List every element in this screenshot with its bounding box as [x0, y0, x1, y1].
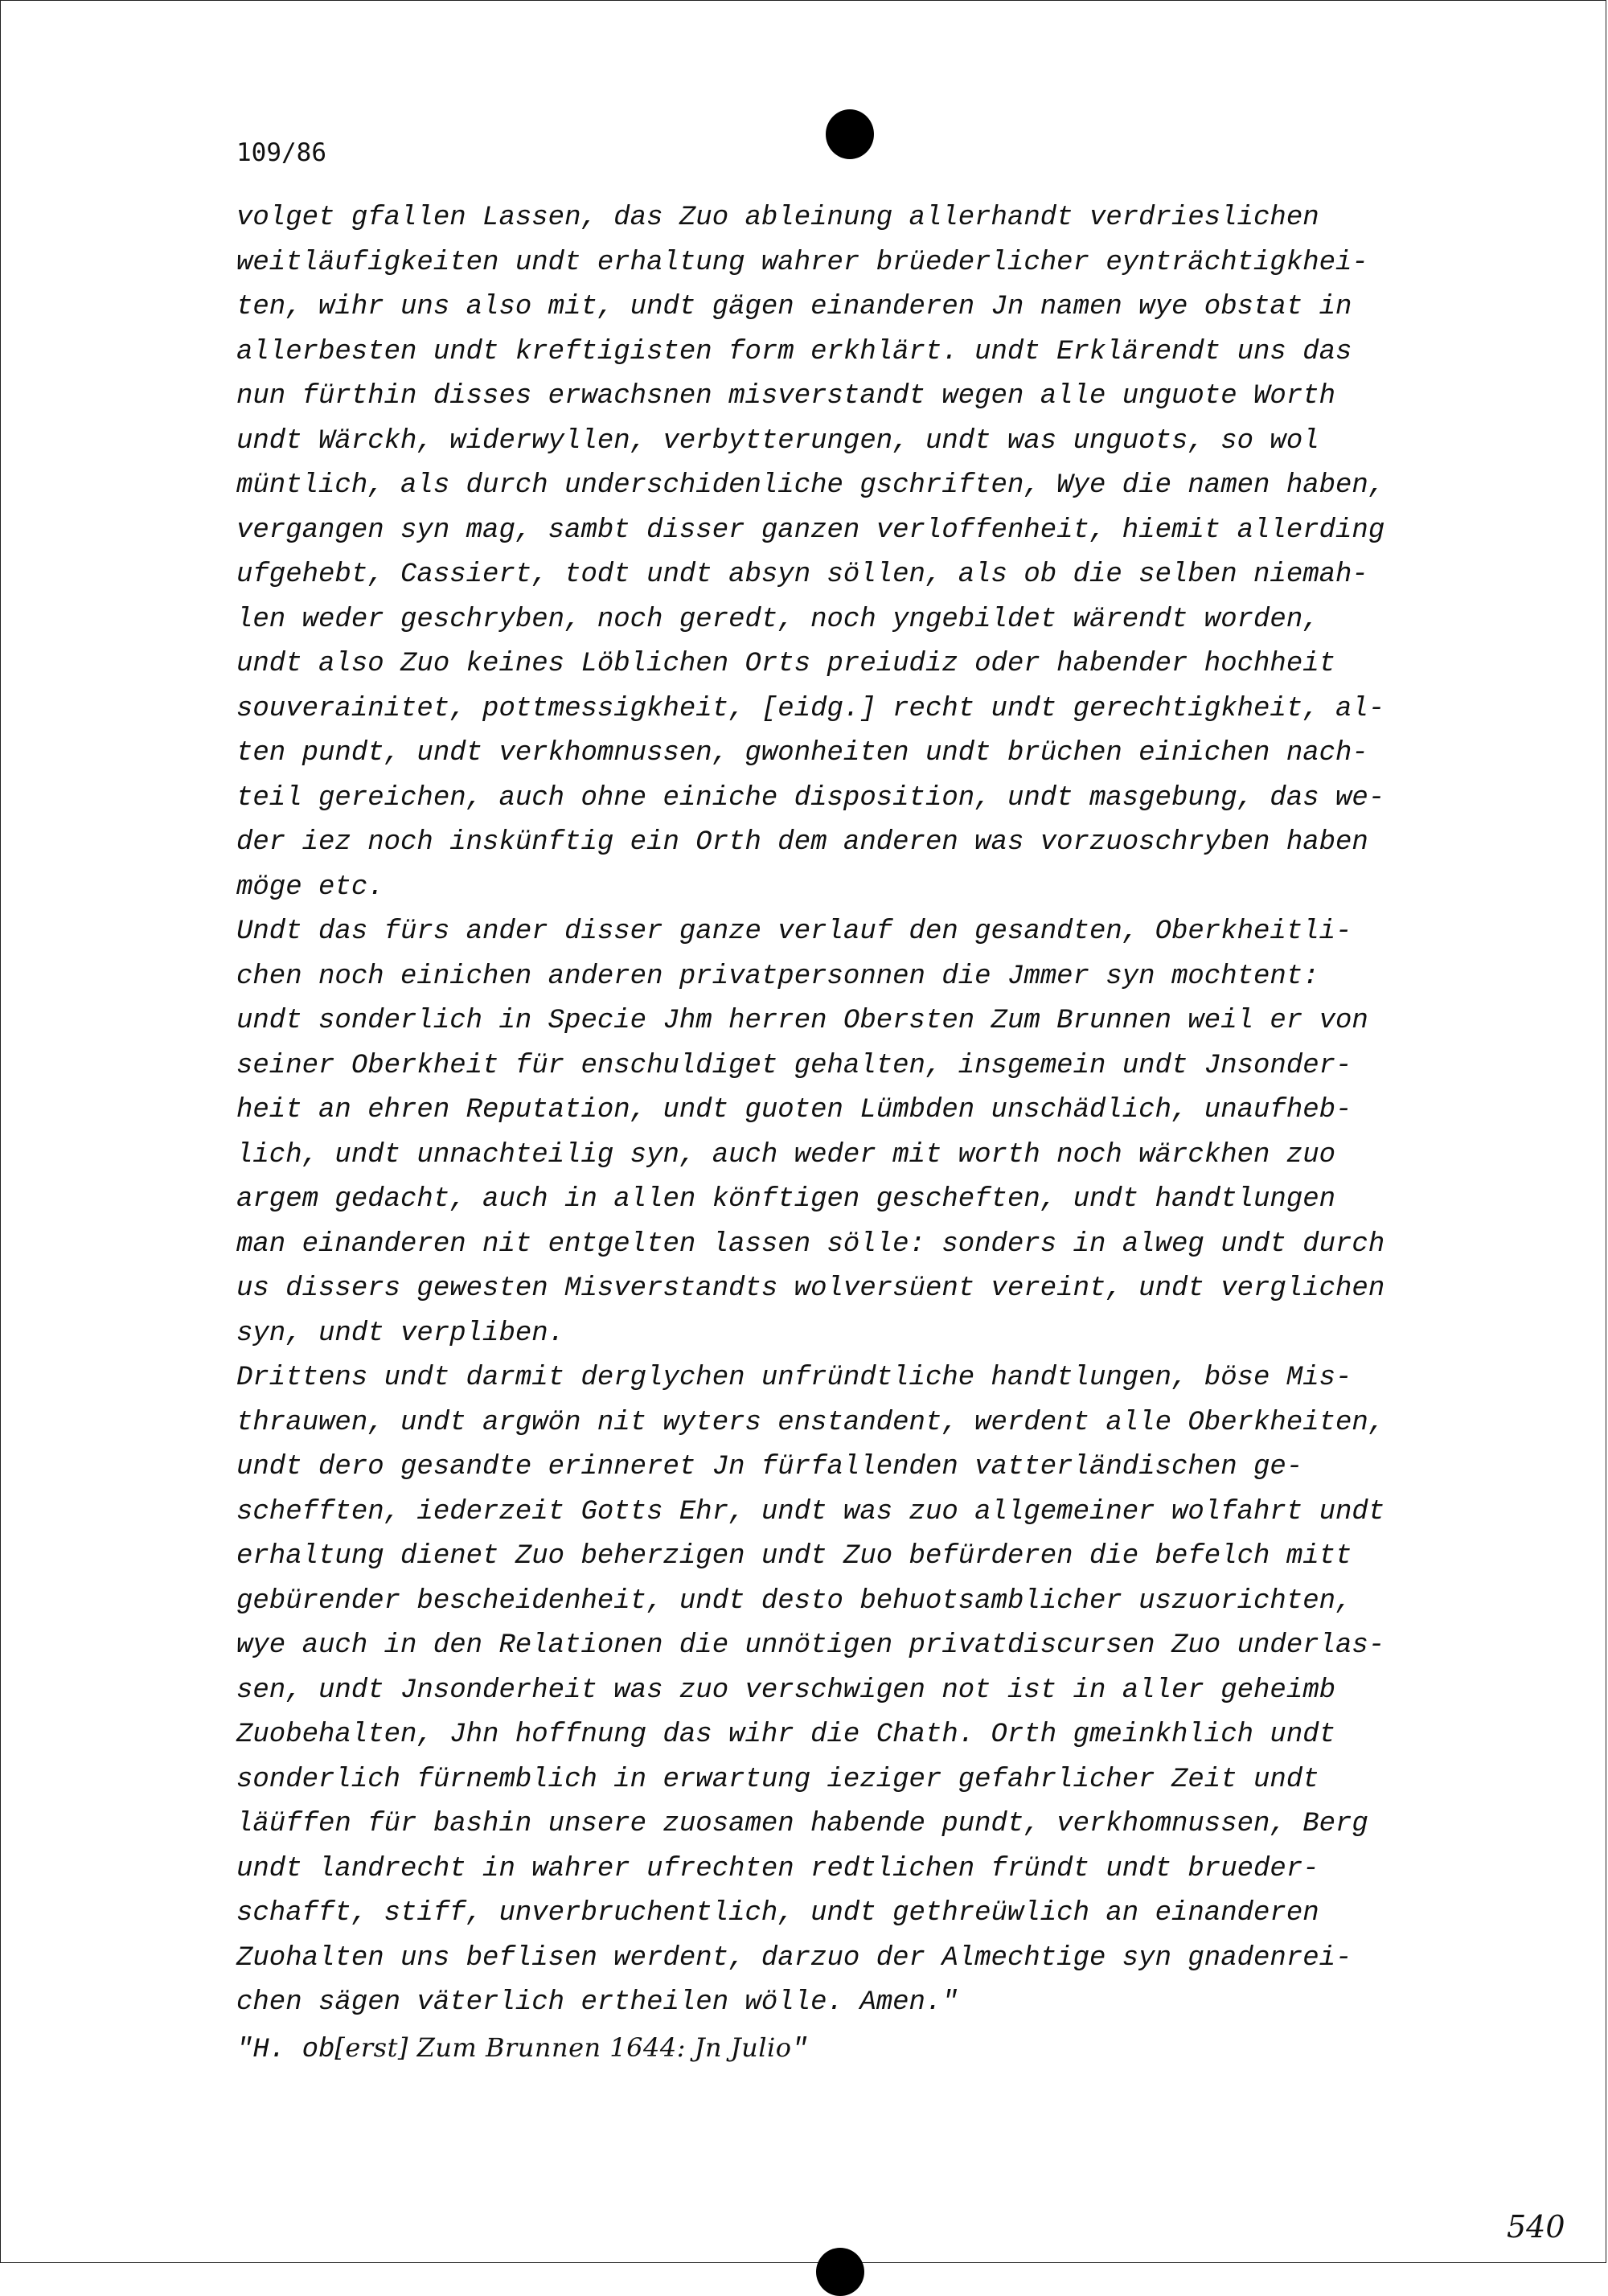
- text-line: weitläufigkeiten undt erhaltung wahrer brüederlicher eynträchtigkhei-: [236, 247, 1368, 278]
- text-line: Drittens undt darmit derglychen unfründtliche handtlungen, böse Mis-: [236, 1363, 1352, 1393]
- text-line: Zuobehalten, Jhn hoffnung das wihr die Chath. Orth gmeinkhlich undt: [236, 1720, 1336, 1750]
- text-line: argem gedacht, auch in allen könftigen gescheften, undt handtlungen: [236, 1184, 1336, 1215]
- text-line: ten, wihr uns also mit, undt gägen einanderen Jn namen wye obstat in: [236, 292, 1352, 322]
- text-line: müntlich, als durch underschidenliche gschriften, Wye die namen haben,: [236, 470, 1385, 501]
- text-line: möge etc.: [236, 871, 384, 903]
- signature-line: [236, 2026, 1507, 2073]
- text-line: chen sägen väterlich ertheilen wölle. Amen.": [236, 1987, 958, 2018]
- text-line: lich, undt unnachteilig syn, auch weder mit worth noch wärckhen zuo: [236, 1139, 1336, 1171]
- text-line: sonderlich fürnemblich in erwartung ieziger gefahrlicher Zeit undt: [236, 1764, 1319, 1795]
- text-line: us dissers gewesten Misverstandts wolversüent vereint, undt verglichen: [236, 1273, 1385, 1304]
- text-line: undt landrecht in wahrer ufrechten redtlichen fründt undt brueder-: [236, 1853, 1319, 1884]
- text-line: undt also Zuo keines Löblichen Orts preiudiz oder habender hochheit: [236, 649, 1336, 679]
- text-line: vergangen syn mag, sambt disser ganzen verloffenheit, hiemit allerding: [236, 515, 1385, 546]
- text-line: ufgehebt, Cassiert, todt undt absyn söllen, als ob die selben niemah-: [236, 560, 1368, 590]
- document-body: [236, 196, 1507, 2073]
- text-line: undt dero gesandte erinneret Jn fürfallenden vatterländischen ge-: [236, 1452, 1303, 1482]
- signature-close-quote: ": [791, 2034, 808, 2065]
- page-folio: 540: [1507, 2209, 1565, 2245]
- text-line: erhaltung dienet Zuo beherzigen undt Zuo befürderen die befelch mitt: [236, 1541, 1352, 1572]
- document-number: 109/86: [236, 138, 326, 167]
- text-line: sen, undt Jnsonderheit was zuo verschwigen not ist in aller geheimb: [236, 1675, 1336, 1706]
- text-line: Undt das fürs ander disser ganze verlauf den gesandten, Oberkheitli-: [236, 916, 1352, 947]
- text-line: läüffen für bashin unsere zuosamen habende pundt, verkhomnussen, Berg: [236, 1809, 1368, 1839]
- text-line: thrauwen, undt argwön nit wyters enstandent, werdent alle Oberkheiten,: [236, 1407, 1385, 1438]
- text-line: seiner Oberkheit für enschuldiget gehalten, insgemein undt Jnsonder-: [236, 1050, 1352, 1081]
- text-line: undt sonderlich in Specie Jhm herren Obersten Zum Brunnen weil er von: [236, 1006, 1368, 1036]
- text-line: nun fürthin disses erwachsnen misverstandt wegen alle unguote Worth: [236, 381, 1336, 412]
- text-line: souverainitet, pottmessigkheit, [eidg.] recht undt gerechtigkheit, al-: [236, 693, 1385, 724]
- text-line: wye auch in den Relationen die unnötigen privatdiscursen Zuo underlas-: [236, 1630, 1385, 1661]
- text-line: gebürender bescheidenheit, undt desto behuotsamblicher uszuorichten,: [236, 1585, 1352, 1617]
- signature-bracket-handwritten: [erst]: [334, 2032, 408, 2063]
- text-line: allerbesten undt kreftigisten form erkhlärt. undt Erklärendt uns das: [236, 336, 1352, 367]
- text-line: teil gereichen, auch ohne einiche disposition, undt masgebung, das we-: [236, 782, 1385, 814]
- text-line: der iez noch inskünftig ein Orth dem anderen was vorzuoschryben haben: [236, 827, 1368, 858]
- text-line: undt Wärckh, widerwyllen, verbytterungen, undt was unguots, so wol: [236, 425, 1319, 457]
- punch-hole-bottom: [816, 2248, 864, 2296]
- signature-prefix: "H. ob: [236, 2034, 335, 2065]
- text-line: len weder geschryben, noch geredt, noch yngebildet wärendt worden,: [236, 604, 1319, 635]
- text-line: schafft, stiff, unverbruchentlich, undt gethreüwlich an einanderen: [236, 1898, 1319, 1929]
- text-line: volget gfallen Lassen, das Zuo ableinung allerhandt verdrieslichen: [236, 203, 1319, 233]
- punch-hole-top: [826, 109, 874, 159]
- text-line: syn, undt verpliben.: [236, 1318, 565, 1349]
- signature-handwritten: Zum Brunnen 1644: Jn Julio: [408, 2032, 792, 2063]
- text-line: chen noch einichen anderen privatpersonnen die Jmmer syn mochtent:: [236, 961, 1319, 992]
- text-line: Zuohalten uns beflisen werdent, darzuo der Almechtige syn gnadenrei-: [236, 1942, 1352, 1974]
- text-line: ten pundt, undt verkhomnussen, gwonheiten undt brüchen einichen nach-: [236, 738, 1368, 769]
- text-line: heit an ehren Reputation, undt guoten Lümbden unschädlich, unaufheb-: [236, 1095, 1352, 1125]
- text-line: schefften, iederzeit Gotts Ehr, undt was zuo allgemeiner wolfahrt undt: [236, 1496, 1385, 1527]
- text-line: man einanderen nit entgelten lassen sölle: sonders in alweg undt durch: [236, 1228, 1385, 1260]
